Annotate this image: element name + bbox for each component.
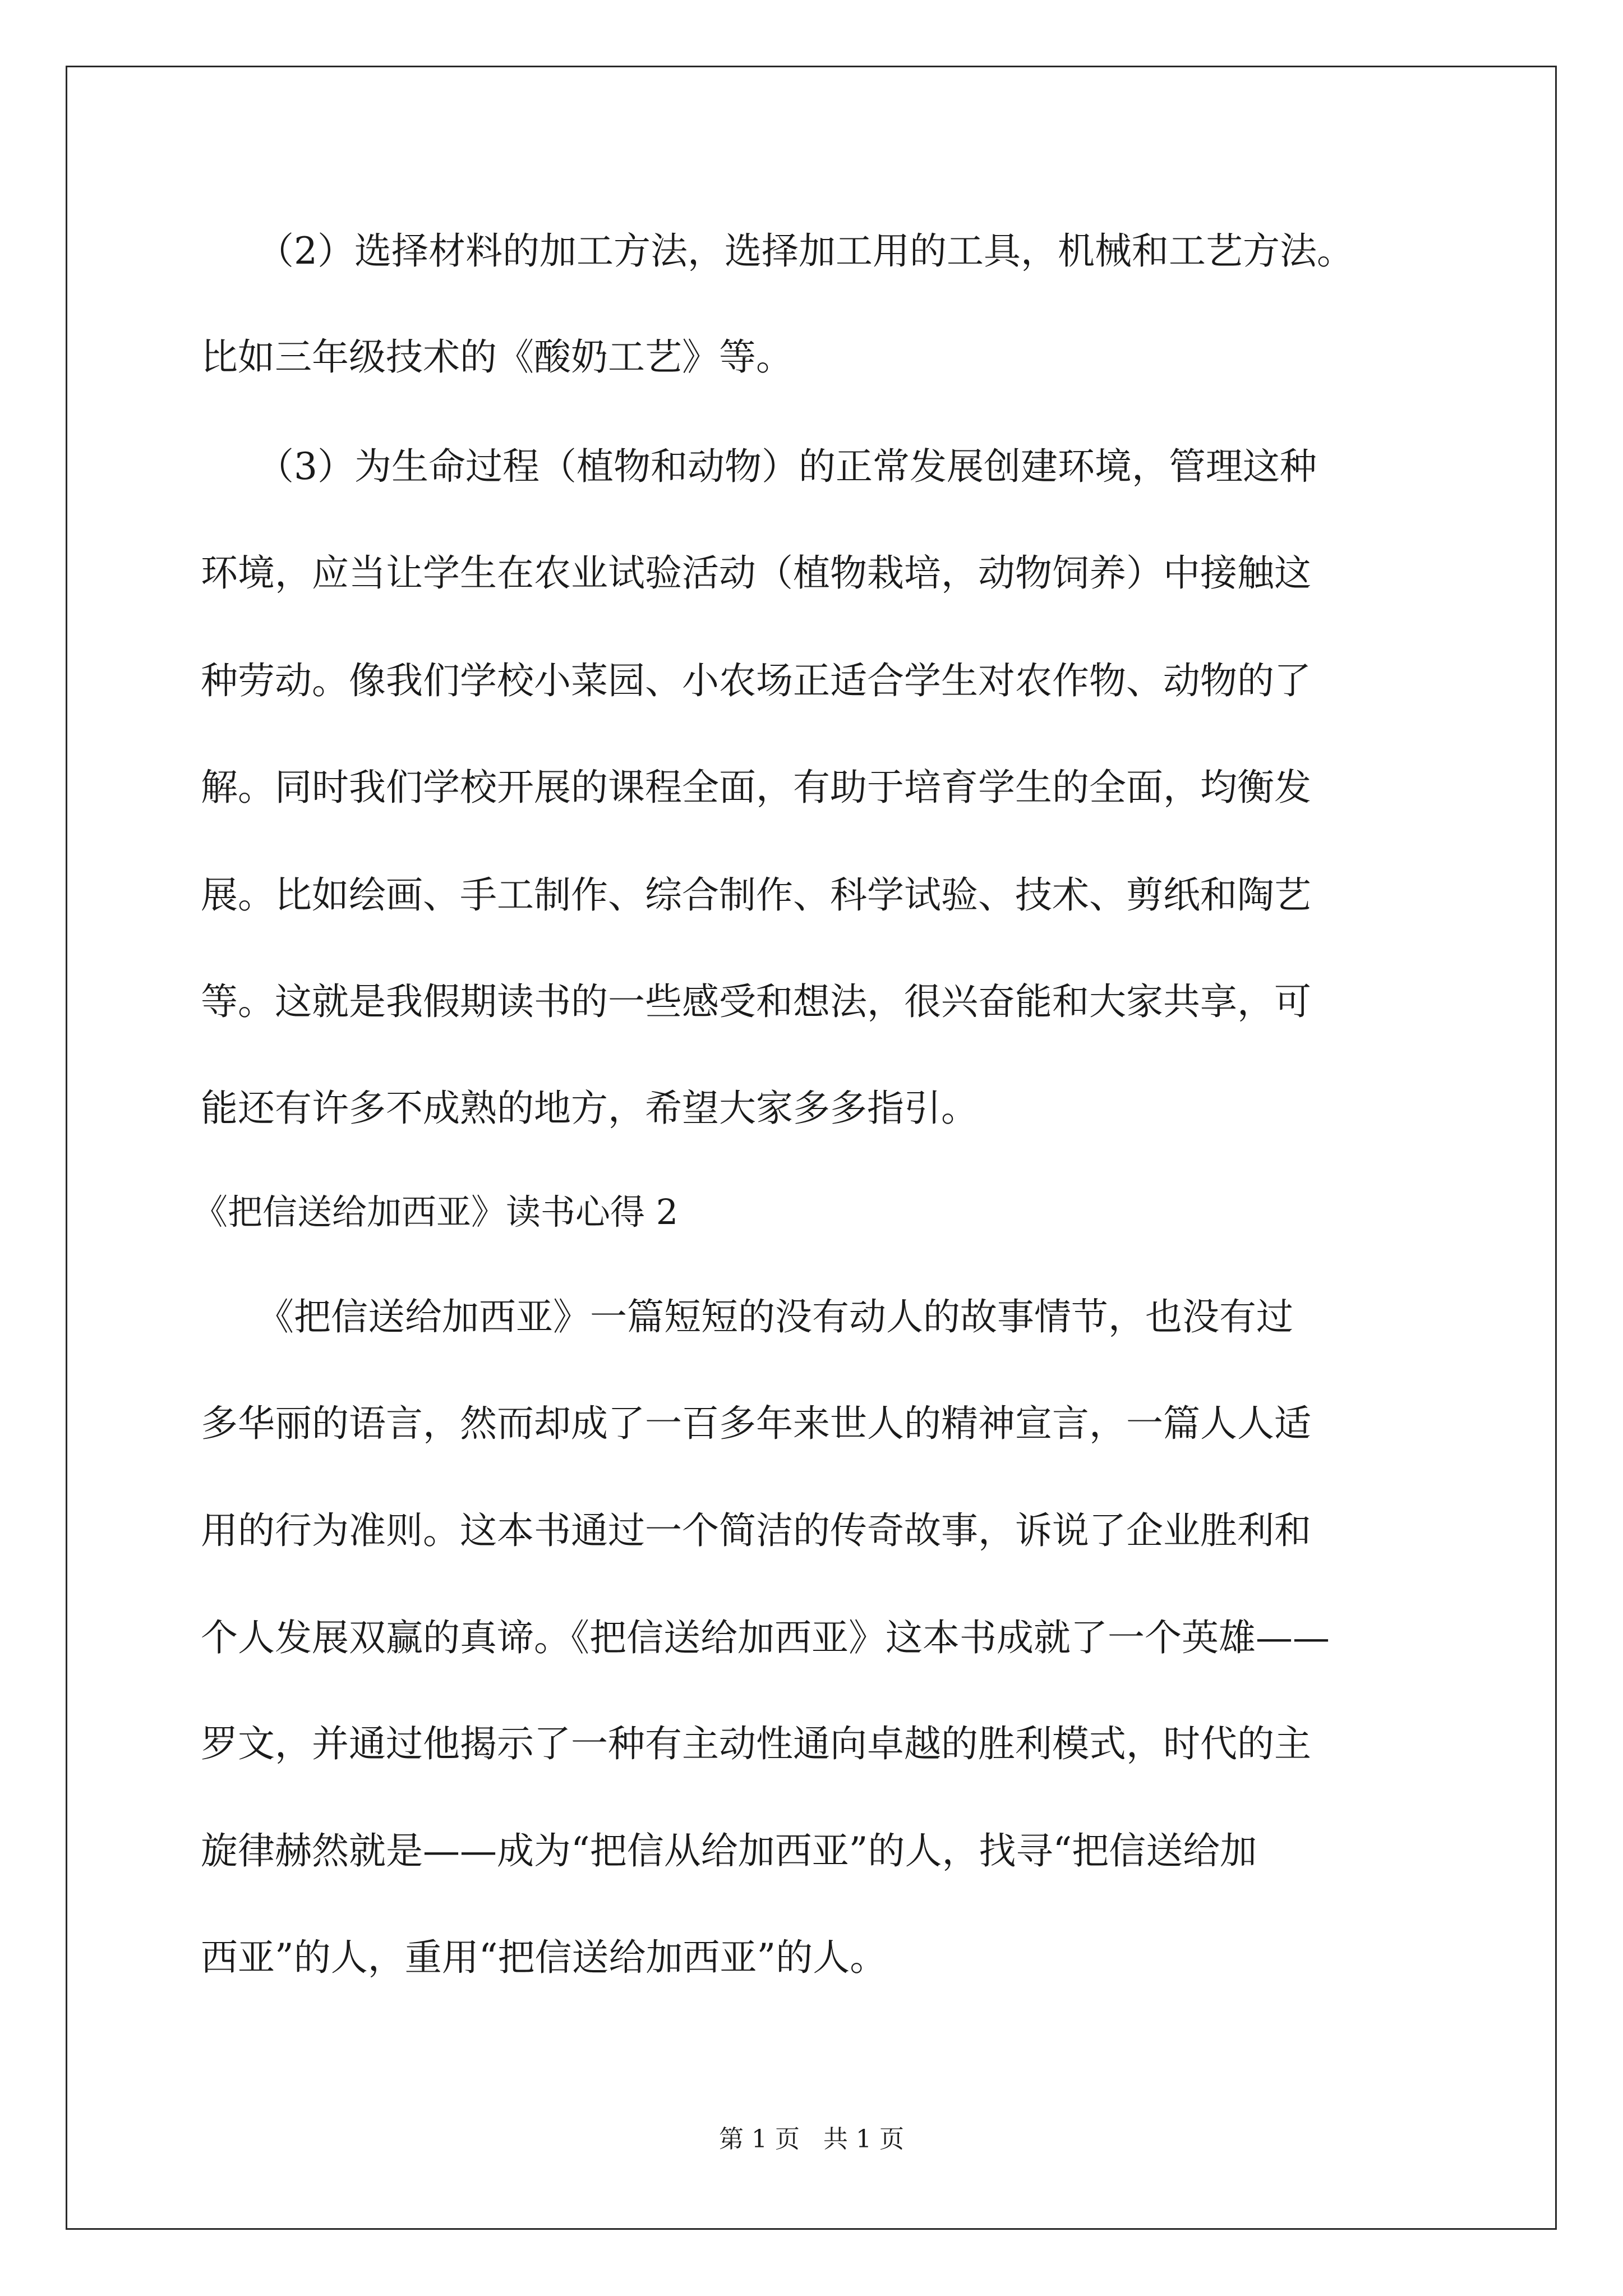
paragraph-line: 旋律赫然就是——成为“把信从给加西亚”的人，找寻“把信送给加 xyxy=(201,1829,1257,1872)
paragraph-line: 等。这就是我假期读书的一些感受和想法，很兴奋能和大家共享，可 xyxy=(201,980,1311,1023)
paragraph-line: 个人发展双赢的真谛。《把信送给加西亚》这本书成就了一个英雄—— xyxy=(201,1616,1330,1659)
paragraph-line: 比如三年级技术的《酸奶工艺》等。 xyxy=(201,335,793,379)
paragraph-line: （3）为生命过程（植物和动物）的正常发展创建环境，管理这种 xyxy=(257,445,1317,488)
paragraph-line: 种劳动。像我们学校小菜园、小农场正适合学生对农作物、动物的了 xyxy=(201,659,1311,702)
paragraph-line: （2）选择材料的加工方法，选择加工用的工具，机械和工艺方法。 xyxy=(257,229,1354,273)
paragraph-line: 用的行为准则。这本书通过一个简洁的传奇故事，诉说了企业胜利和 xyxy=(201,1509,1311,1552)
paragraph-line: 环境，应当让学生在农业试验活动（植物栽培，动物饲养）中接触这 xyxy=(201,551,1311,595)
paragraph-line: 西亚”的人，重用“把信送给加西亚”的人。 xyxy=(201,1936,887,1979)
paragraph-line: 能还有许多不成熟的地方，希望大家多多指引。 xyxy=(201,1087,978,1130)
paragraph-line: 展。比如绘画、手工制作、综合制作、科学试验、技术、剪纸和陶艺 xyxy=(201,873,1311,917)
paragraph-line: 罗文，并通过他揭示了一种有主动性通向卓越的胜利模式，时代的主 xyxy=(201,1722,1311,1765)
page-number-footer: 第 1 页 共 1 页 xyxy=(719,2125,904,2154)
paragraph-line: 解。同时我们学校开展的课程全面，有助于培育学生的全面，均衡发 xyxy=(201,766,1311,809)
page-border xyxy=(66,66,1557,2230)
section-title: 《把信送给加西亚》读书心得 2 xyxy=(193,1191,679,1232)
paragraph-line: 《把信送给加西亚》一篇短短的没有动人的故事情节，也没有过 xyxy=(257,1295,1293,1338)
paragraph-line: 多华丽的语言，然而却成了一百多年来世人的精神宣言，一篇人人适 xyxy=(201,1402,1311,1445)
